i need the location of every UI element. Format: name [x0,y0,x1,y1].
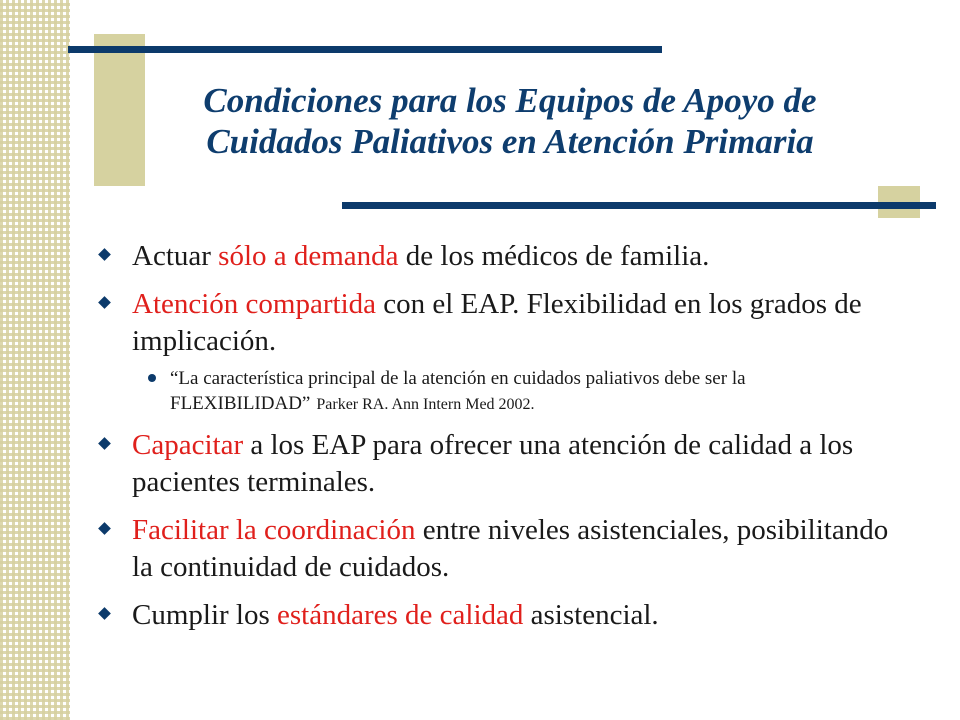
decorative-line-top [68,46,662,53]
bullet-text-post: asistencial. [523,599,659,631]
bullet-text-post: con el EAP. Flexibilidad en los grados de implicación. [132,288,862,357]
bullet-highlight: Facilitar la coordinación [132,514,416,546]
slide-title [150,80,870,162]
bullet-list [94,238,894,645]
decorative-square-top [94,34,145,186]
decorative-line-bottom [342,202,936,209]
diamond-bullet-icon [98,248,111,261]
sub-bullet-quote: “La característica principal de la atención en cuidados paliativos debe ser la FLEXIBILIDAD” [170,368,746,414]
sub-bullet-citation: Parker RA. Ann Intern Med 2002. [316,396,535,413]
bullet-highlight: estándares de calidad [277,599,524,631]
sub-bullet-item [170,366,894,417]
bullet-text-post: a los EAP para ofrecer una atención de calidad a los pacientes terminales. [132,429,854,498]
diamond-bullet-icon [98,607,111,620]
bullet-highlight: Atención compartida [132,288,376,320]
title-line-2: Cuidados Paliativos en Atención Primaria [206,122,814,161]
round-bullet-icon [148,374,156,382]
decorative-pattern-strip [0,0,70,720]
diamond-bullet-icon [98,522,111,535]
bullet-item-2 [94,286,894,360]
bullet-item-3 [94,427,894,501]
bullet-highlight: Capacitar [132,429,244,461]
diamond-bullet-icon [98,296,111,309]
diamond-bullet-icon [98,437,111,450]
bullet-text-post: de los médicos de familia. [398,240,710,272]
bullet-text-pre: Cumplir los [132,599,278,631]
title-line-1: Condiciones para los Equipos de Apoyo de [203,81,817,120]
bullet-item-5 [94,597,894,634]
bullet-item-1 [94,238,894,275]
bullet-item-4 [94,512,894,586]
bullet-text-pre: Actuar [132,240,219,272]
bullet-text-post: entre niveles asistenciales, posibilitando la continuidad de cuidados. [132,514,889,583]
bullet-highlight: sólo a demanda [218,240,399,272]
